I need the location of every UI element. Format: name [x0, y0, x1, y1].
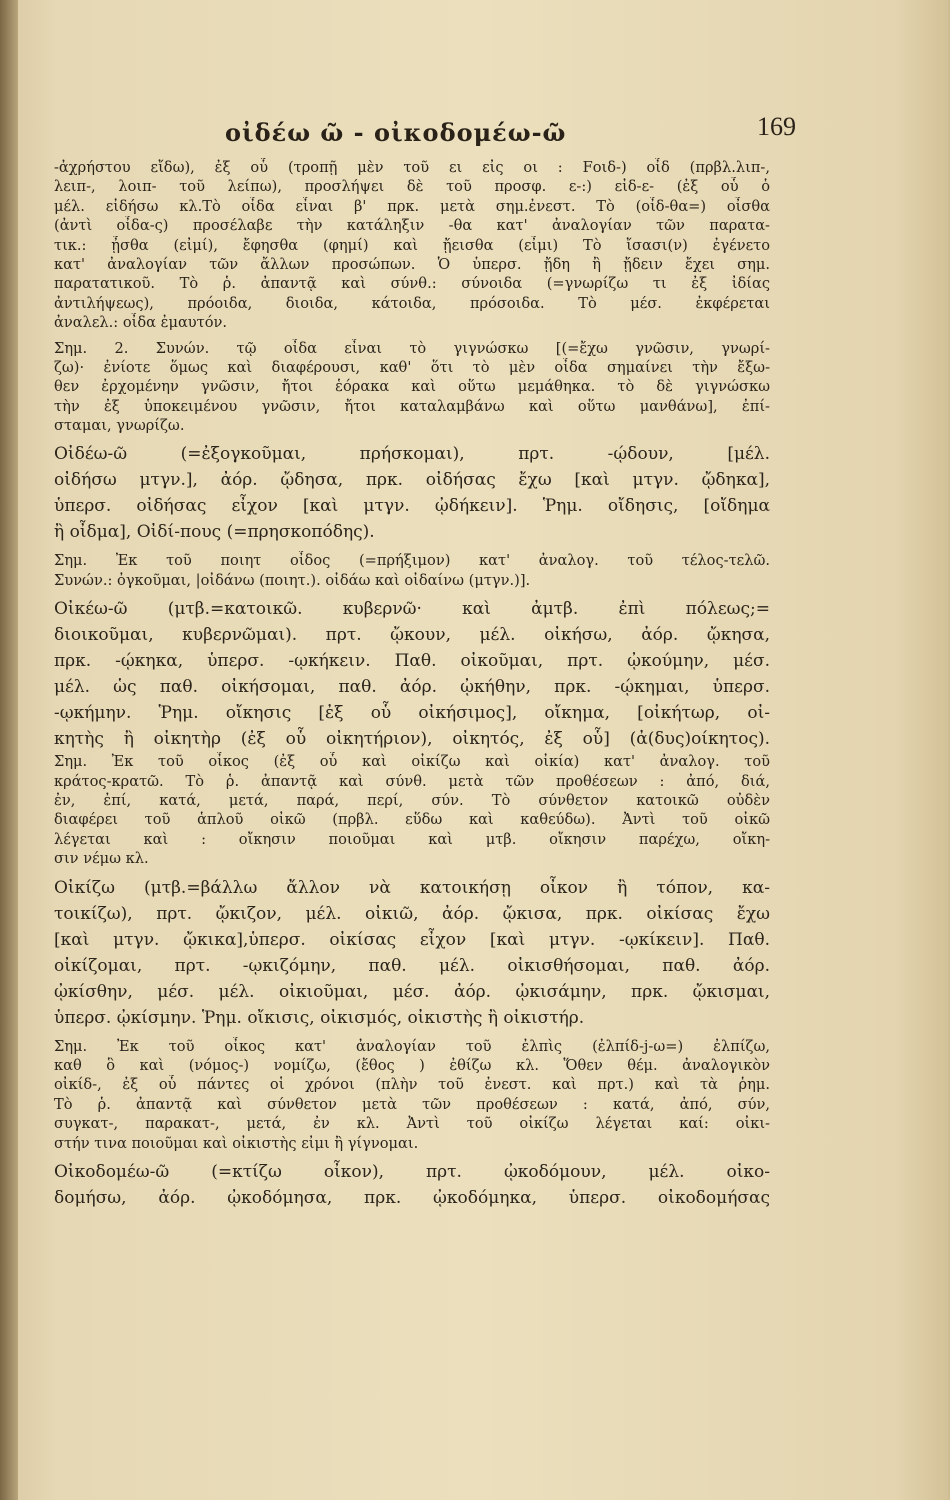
text-line: λέγεται καὶ : οἴκησιν ποιοῦμαι καὶ μτβ. οἴκησιν παρέχω, οἴκη-: [54, 830, 770, 848]
text-line: οἰκίδ-, ἐξ οὗ πάντες οἱ χρόνοι (πλὴν τοῦ ἐνεστ. καὶ πρτ.) καὶ τὰ ῥημ.: [54, 1076, 770, 1094]
text-line: Σημ. Ἐκ τοῦ οἶκος (ἐξ οὗ καὶ οἰκίζω καὶ οἰκία) κατ' ἀναλογ. τοῦ: [54, 753, 770, 771]
text-line: ᾠκίσθην, μέσ. μέλ. οἰκιοῦμαι, μέσ. ἀόρ. ᾠκισάμην, πρκ. ᾤκισμαι,: [54, 981, 770, 1002]
text-line: κατ' ἀναλογίαν τῶν ἄλλων προσώπων. Ὁ ὑπερσ. ᾔδη ἢ ᾔδειν ἔχει σημ.: [54, 255, 770, 273]
text-line: διοικοῦμαι, κυβερνῶμαι). πρτ. ᾤκουν, μέλ. οἰκήσω, ἀόρ. ᾤκησα,: [54, 625, 770, 646]
text-line: ἀντιλήψεως), πρόοιδα, διοιδα, κάτοιδα, πρόσοιδα. Τὸ μέσ. ἐκφέρεται: [54, 294, 770, 312]
text-line: ἀναλελ.: οἶδα ἐμαυτόν.: [54, 314, 228, 332]
text-line: ἐν, ἐπί, κατά, μετά, παρά, περί, σύν. Τὸ σύνθετον κατοικῶ οὐδὲν: [54, 792, 770, 810]
text-line: Σημ. Ἐκ τοῦ οἶκος κατ' ἀναλογίαν τοῦ ἐλπὶς (ἐλπίδ-j-ω=) ἐλπίζω,: [54, 1037, 770, 1055]
text-line: [καὶ μτγν. ᾤκικα],ὑπερσ. οἰκίσας εἶχον [καὶ μτγν. -ῳκίκειν]. Παθ.: [54, 929, 770, 950]
text-line: οἰκίζομαι, πρτ. -ῳκιζόμην, παθ. μέλ. οἰκισθήσομαι, παθ. ἀόρ.: [54, 955, 770, 976]
text-line: ζω)· ἐνίοτε ὅμως καὶ διαφέρουσι, καθ' ὅτι τὸ μὲν οἶδα σημαίνει τὴν ἔξω-: [54, 358, 770, 376]
text-line: ἢ οἶδμα], Οἰδί-πους (=πρησκοπόδης).: [54, 522, 375, 543]
text-line: σταμαι, γνωρίζω.: [54, 417, 185, 435]
text-line: (ἀντὶ οἶδα-ς) προσέλαβε τὴν κατάληξιν -θα κατ' ἀναλογίαν τῶν παρατα-: [54, 217, 770, 235]
text-line: κράτος-κρατῶ. Τὸ ῥ. ἀπαντᾷ καὶ σύνθ. μετὰ τῶν προθέσεων : ἀπό, διά,: [54, 772, 770, 790]
text-line: οἰδήσω μτγν.], ἀόρ. ᾤδησα, πρκ. οἰδήσας ἔχω [καὶ μτγν. ᾤδηκα],: [54, 470, 770, 491]
page-number: 169: [757, 112, 796, 141]
text-line: κητὴς ἢ οἰκητὴρ (ἐξ οὗ οἰκητήριον), οἰκητός, ἐξ οὗ] (ἀ(δυς)οίκητος).: [54, 729, 770, 750]
text-line: μέλ. ὡς παθ. οἰκήσομαι, παθ. ἀόρ. ᾠκήθην, πρκ. -ῴκημαι, ὑπερσ.: [54, 677, 770, 698]
text-line: -ἀχρήστου εἴδω), ἐξ οὗ (τροπῇ μὲν τοῦ ει εἰς οι : Fοιδ-) οἶδ (πρβλ.λιπ-,: [54, 159, 770, 176]
text-line: -ῳκήμην. Ῥημ. οἴκησις [ἐξ οὗ οἰκήσιμος], οἴκημα, [οἰκήτωρ, οἰ-: [54, 703, 770, 724]
running-title: οἰδέω ῶ - οἰκοδομέω-ῶ: [225, 118, 567, 147]
text-line: σιν νέμω κλ.: [54, 850, 149, 868]
text-line: παρατατικοῦ. Τὸ ῥ. ἀπαντᾷ καὶ σύνθ.: σύνοιδα (=γνωρίζω τι ἐξ ἰδίας: [54, 275, 770, 293]
page-header: [0, 110, 950, 150]
text-line: ὑπερσ. ᾠκίσμην. Ῥημ. οἴκισις, οἰκισμός, οἰκιστὴς ἢ οἰκιστήρ.: [54, 1007, 585, 1028]
text-line: στήν τινα ποιοῦμαι καὶ οἰκιστὴς εἰμι ἢ γίγνομαι.: [54, 1134, 419, 1152]
text-line: θεν ἐρχομένην γνῶσιν, ἤτοι ἑόρακα καὶ οὕτω μεμάθηκα. τὸ δὲ γιγνώσκω: [54, 378, 770, 396]
text-line: τικ.: ᾖσθα (εἰμί), ἔφησθα (φημί) καὶ ᾔεισθα (εἶμι) Τὸ ἴσασι(ν) ἐγένετο: [54, 236, 770, 254]
text-line: μέλ. εἰδήσω κλ.Τὸ οἶδα εἶναι β' πρκ. μετὰ σημ.ἐνεστ. Τὸ (οἶδ-θα=) οἶσθα: [54, 197, 770, 215]
text-line: ὑπερσ. οἰδήσας εἶχον [καὶ μτγν. ᾠδήκειν]. Ῥημ. οἴδησις, [οἴδημα: [54, 496, 770, 517]
text-line: Οἰκοδομέω-ῶ (=κτίζω οἶκον), πρτ. ᾠκοδόμουν, μέλ. οἰκο-: [54, 1161, 770, 1182]
text-line: συγκατ-, παρακατ-, μετά, ἐν κλ. Ἀντὶ τοῦ οἰκίζω λέγεται καί: οἰκι-: [54, 1115, 770, 1133]
text-line: Συνών.: ὀγκοῦμαι, |οἰδάνω (ποιητ.). οἰδάω καὶ οἰδαίνω (μτγν.)].: [54, 571, 531, 589]
text-line: Οἰκέω-ῶ (μτβ.=κατοικῶ. κυβερνῶ· καὶ ἀμτβ. ἐπὶ πόλεως;=: [54, 599, 770, 620]
dictionary-text-block: [54, 158, 770, 1211]
text-line: τὴν ἐξ ὑποκειμένου γνῶσιν, ἤτοι καταλαμβάνω καὶ οὕτω μανθάνω], ἐπί-: [54, 397, 770, 415]
text-line: λειπ-, λοιπ- τοῦ λείπω), προσλήψει δὲ τοῦ προσφ. ε-:) εἰδ-ε- (ἐξ οὗ ὁ: [54, 178, 770, 196]
page-edge-shadow: [0, 0, 18, 1500]
text-line: πρκ. -ῴκηκα, ὑπερσ. -ῳκήκειν. Παθ. οἰκοῦμαι, πρτ. ᾠκούμην, μέσ.: [54, 651, 770, 672]
text-line: Οἰκίζω (μτβ.=βάλλω ἄλλον νὰ κατοικήσῃ οἶκον ἢ τόπον, κα-: [54, 877, 770, 898]
text-line: δομήσω, ἀόρ. ᾠκοδόμησα, πρκ. ᾠκοδόμηκα, ὑπερσ. οἰκοδομήσας: [54, 1187, 770, 1208]
text-line: Σημ. Ἐκ τοῦ ποιητ οἶδος (=πρήξιμον) κατ' ἀναλογ. τοῦ τέλος-τελῶ.: [54, 552, 770, 570]
text-line: Τὸ ῥ. ἀπαντᾷ καὶ σύνθετον μετὰ τῶν προθέσεων : κατά, ἀπό, σύν,: [54, 1095, 770, 1113]
text-line: καθ ὃ καὶ (νόμος-) νομίζω, (ἔθος ) ἐθίζω κλ. Ὅθεν θέμ. ἀναλογικὸν: [54, 1056, 770, 1074]
text-line: τοικίζω), πρτ. ᾤκιζον, μέλ. οἰκιῶ, ἀόρ. ᾤκισα, πρκ. οἰκίσας ἔχω: [54, 903, 770, 924]
text-line: διαφέρει τοῦ ἁπλοῦ οἰκῶ (πρβλ. εὕδω καὶ καθεύδω). Ἀντὶ τοῦ οἰκῶ: [54, 811, 770, 829]
text-line: Οἰδέω-ῶ (=ἐξογκοῦμαι, πρήσκομαι), πρτ. -ῴδουν, [μέλ.: [54, 444, 770, 465]
text-line: Σημ. 2. Συνών. τῷ οἶδα εἶναι τὸ γιγνώσκω [(=ἔχω γνῶσιν, γνωρί-: [54, 339, 770, 357]
